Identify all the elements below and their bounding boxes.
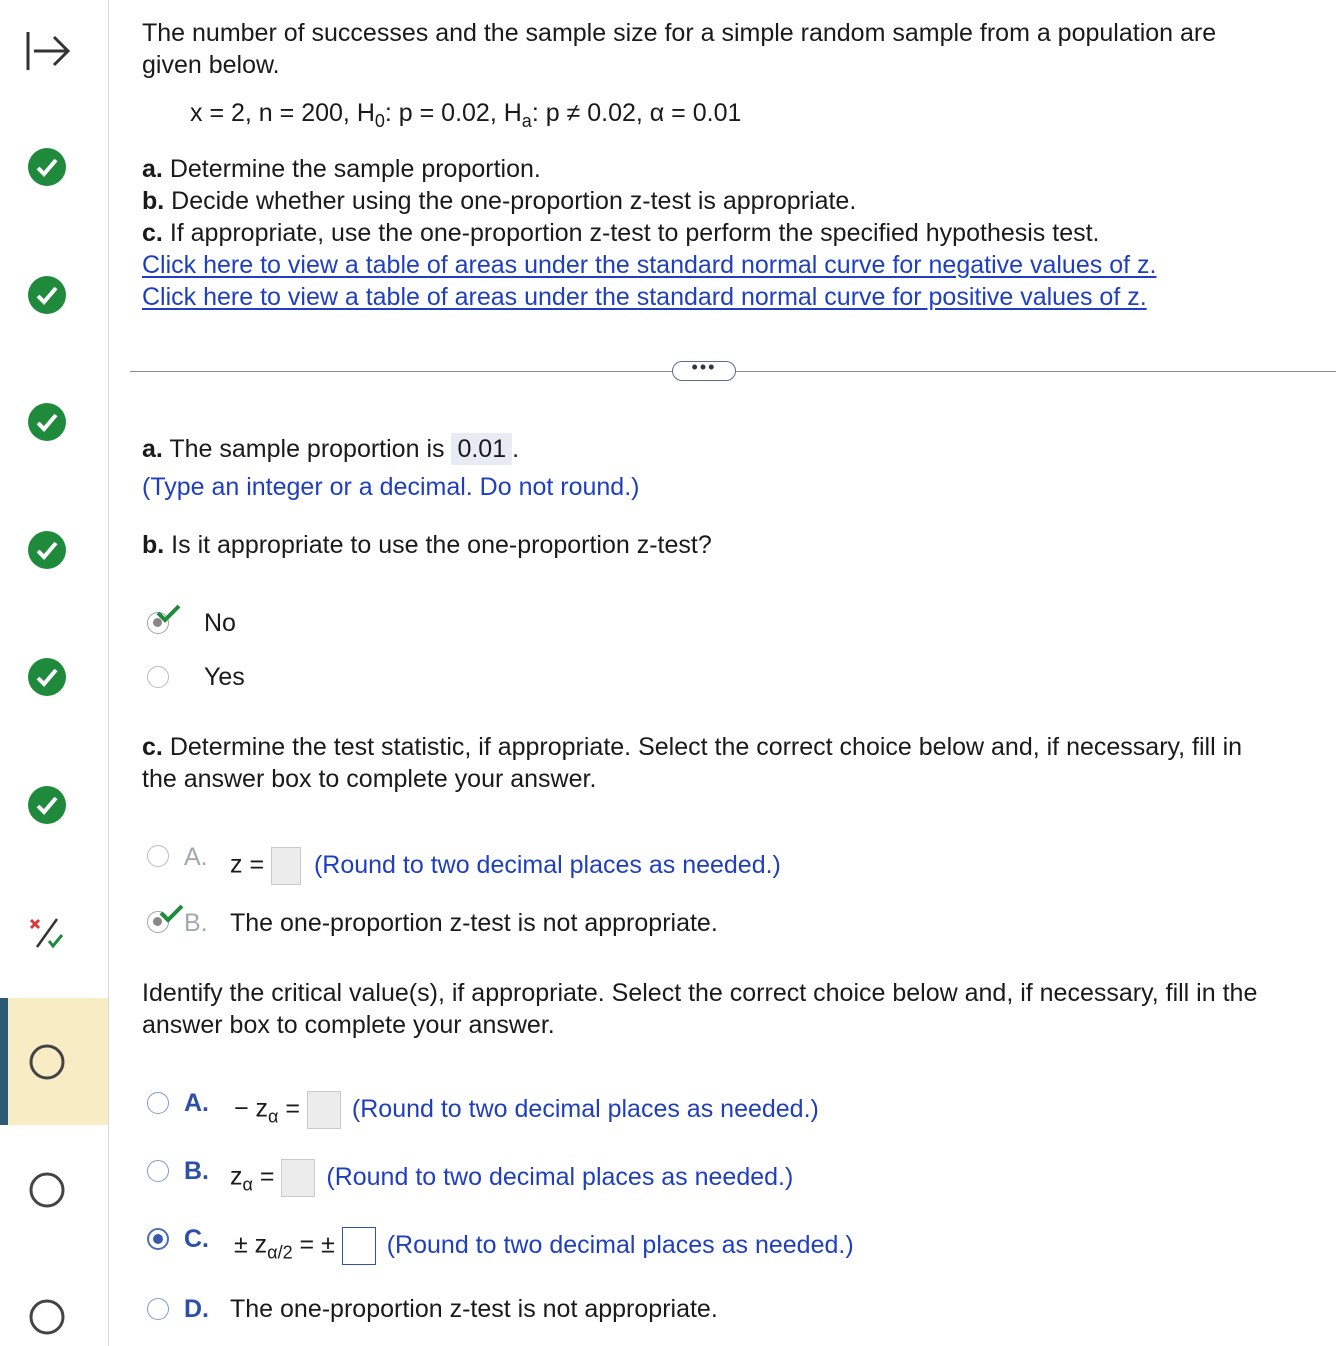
answer-c-question-line1: c. Determine the test statistic, if appropriate. Select the correct choice below and, if necessary, fill in bbox=[142, 733, 1243, 761]
test-stat-option-b: The one-proportion z-test is not appropriate. bbox=[230, 909, 718, 937]
z-alpha-answer-box[interactable] bbox=[281, 1159, 315, 1197]
correct-check-icon bbox=[158, 903, 184, 923]
unanswered-circle-icon[interactable] bbox=[27, 1042, 67, 1082]
check-circle-icon[interactable] bbox=[27, 402, 67, 442]
expand-more-button[interactable]: ••• bbox=[672, 361, 736, 381]
answer-b-question: b. Is it appropriate to use the one-proportion z-test? bbox=[142, 531, 712, 559]
option-no-label: No bbox=[204, 609, 236, 637]
check-circle-icon[interactable] bbox=[27, 275, 67, 315]
critical-letter-d: D. bbox=[184, 1295, 209, 1323]
test-stat-option-a: z = (Round to two decimal places as needed.) bbox=[230, 847, 781, 885]
answer-c-question-line2: the answer box to complete your answer. bbox=[142, 765, 597, 793]
link-negative-z-table[interactable]: Click here to view a table of areas under the standard normal curve for negative values of z. bbox=[142, 251, 1157, 279]
given-n: n = 200, bbox=[258, 99, 350, 127]
problem-intro-line2: given below. bbox=[142, 51, 280, 79]
critical-letter-c: C. bbox=[184, 1225, 209, 1253]
z-alpha-half-answer-box[interactable] bbox=[342, 1227, 376, 1265]
given-values bbox=[190, 97, 741, 129]
z-answer-box[interactable] bbox=[271, 847, 301, 885]
option-letter-b: B. bbox=[184, 909, 208, 937]
critical-letter-a: A. bbox=[184, 1089, 209, 1117]
critical-option-b: $z_\alpha$ = (Round to two decimal places as needed.) bbox=[230, 1159, 793, 1197]
critical-question-line2: answer box to complete your answer. bbox=[142, 1011, 555, 1039]
partial-credit-icon[interactable] bbox=[27, 913, 67, 953]
critical-option-a: − $z_\alpha$ = (Round to two decimal places as needed.) bbox=[234, 1091, 819, 1129]
unanswered-circle-icon[interactable] bbox=[27, 1170, 67, 1210]
task-a: a. Determine the sample proportion. bbox=[142, 155, 541, 183]
active-question-bar bbox=[0, 998, 8, 1125]
link-positive-z-table[interactable]: Click here to view a table of areas under the standard normal curve for positive values of z. bbox=[142, 283, 1147, 311]
option-yes-label: Yes bbox=[204, 663, 245, 691]
radio-yes[interactable] bbox=[147, 666, 169, 688]
task-b: b. Decide whether using the one-proportion z-test is appropriate. bbox=[142, 187, 857, 215]
problem-intro-line1: The number of successes and the sample size for a simple random sample from a population are bbox=[142, 19, 1217, 47]
given-alpha: α = 0.01 bbox=[649, 99, 742, 127]
radio-test-stat-a[interactable] bbox=[147, 845, 169, 867]
given-ha: $H_a$: p ≠ 0.02, bbox=[503, 99, 643, 131]
answer-a-hint: (Type an integer or a decimal. Do not round.) bbox=[142, 473, 640, 501]
given-x: x = 2, bbox=[190, 99, 252, 127]
critical-option-d: The one-proportion z-test is not appropriate. bbox=[230, 1295, 718, 1323]
sample-proportion-answer[interactable]: 0.01 bbox=[451, 433, 512, 465]
critical-option-c: ± $z_{\alpha/2}$ = ± (Round to two decimal places as needed.) bbox=[234, 1227, 854, 1265]
radio-critical-d[interactable] bbox=[147, 1298, 169, 1320]
radio-critical-a[interactable] bbox=[147, 1092, 169, 1114]
radio-critical-c[interactable] bbox=[147, 1228, 169, 1250]
given-h0: $H_0$: p = 0.02, bbox=[356, 99, 497, 131]
option-letter-a: A. bbox=[184, 843, 208, 871]
task-c: c. If appropriate, use the one-proportion z-test to perform the specified hypothesis test. bbox=[142, 219, 1100, 247]
critical-question-line1: Identify the critical value(s), if appropriate. Select the correct choice below and, if necessary, fill in the bbox=[142, 979, 1258, 1007]
critical-letter-b: B. bbox=[184, 1157, 209, 1185]
neg-z-alpha-answer-box[interactable] bbox=[307, 1091, 341, 1129]
check-circle-icon[interactable] bbox=[27, 785, 67, 825]
answer-a: a. The sample proportion is 0.01 . bbox=[142, 435, 520, 463]
question-status-sidebar bbox=[0, 0, 109, 1346]
radio-critical-b[interactable] bbox=[147, 1160, 169, 1182]
check-circle-icon[interactable] bbox=[27, 530, 67, 570]
check-circle-icon[interactable] bbox=[27, 657, 67, 697]
correct-check-icon bbox=[155, 603, 181, 623]
check-circle-icon[interactable] bbox=[27, 147, 67, 187]
collapse-arrow-icon[interactable] bbox=[24, 28, 74, 74]
unanswered-circle-icon[interactable] bbox=[27, 1297, 67, 1337]
